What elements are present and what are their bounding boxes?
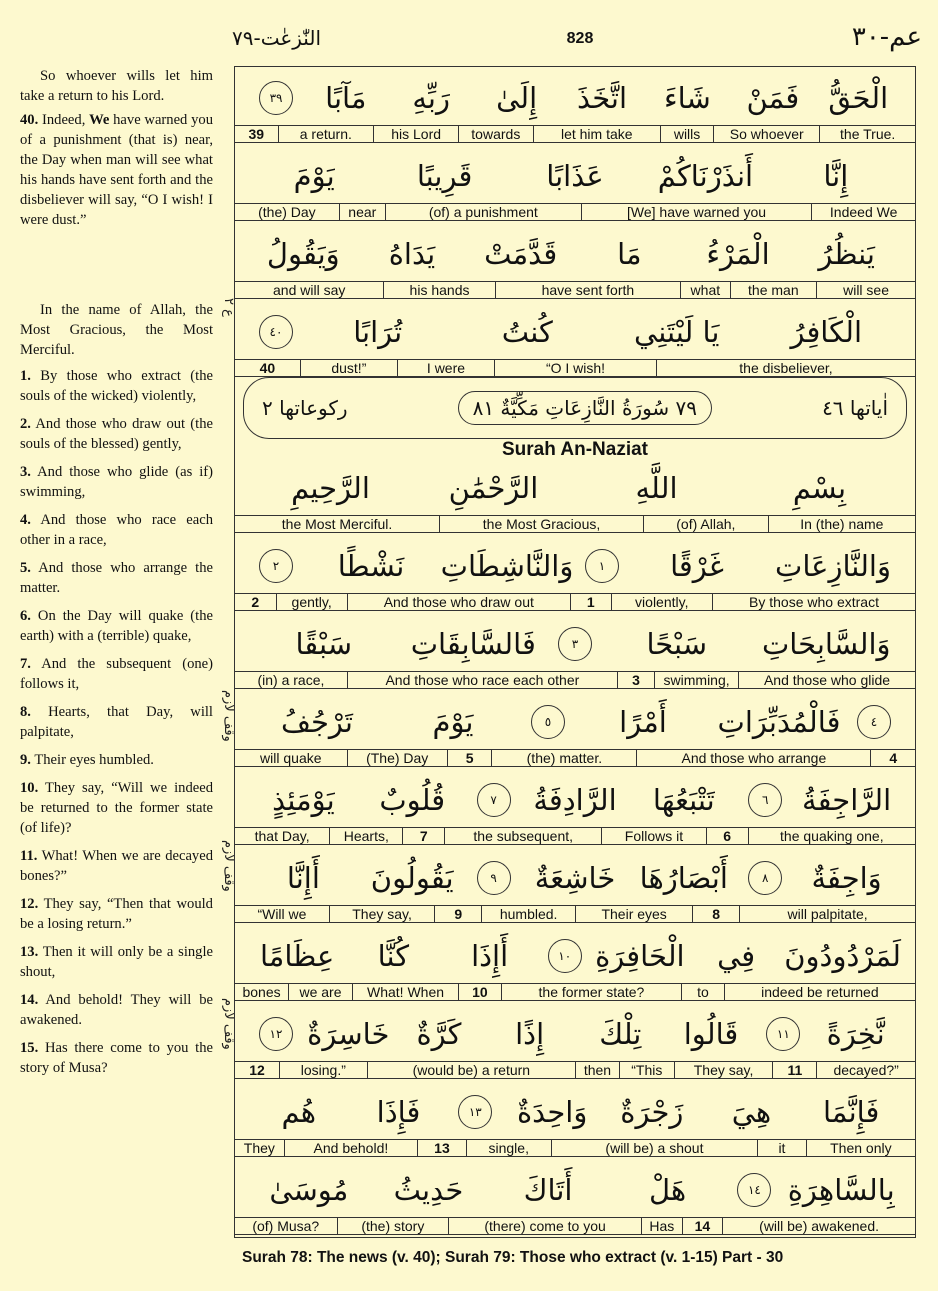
arabic-word: يَوْمَ <box>293 159 335 193</box>
verse-number-cell: 2 <box>251 594 260 610</box>
english-word: to <box>681 984 724 1000</box>
ayah-marker: ٨ <box>748 861 782 895</box>
arabic-word: اللَّهِ <box>635 471 678 505</box>
arabic-word: الرَّادِفَةُ <box>533 783 617 817</box>
arabic-word: فِي <box>717 939 756 973</box>
english-row <box>235 1061 915 1079</box>
english-word: And behold! <box>284 1140 418 1156</box>
arabic-word: نَّخِرَةً <box>826 1017 885 1051</box>
arabic-word: بِسْمِ <box>792 471 847 505</box>
english-row <box>235 671 915 689</box>
english-word: And those who arrange <box>636 750 870 766</box>
verse-number: 13. <box>20 944 39 960</box>
verse-number-cell: 9 <box>434 906 481 922</box>
arabic-word: وَالنَّازِعَاتِ <box>775 549 891 583</box>
verse-number-cell: 7 <box>402 828 444 844</box>
translation-text: On the Day will quake (the earth) with a (terrible) quake, <box>20 608 213 644</box>
banner-ruku-count: رکوعاتها ٢ <box>262 396 348 420</box>
translation-text: And those who race each other in a race, <box>20 512 214 548</box>
english-word: Indeed We <box>811 204 915 220</box>
translation-text: In the name of Allah, the Most Gracious, the Most Merciful. <box>20 302 213 358</box>
english-word: [We] have warned you <box>581 204 812 220</box>
english-word: (will be) awakened. <box>722 1218 915 1234</box>
english-word: They say, <box>329 906 435 922</box>
verse-number-cell: 8 <box>692 906 739 922</box>
arabic-word: رَبِّهِ <box>412 81 450 115</box>
verse-number-cell: 4 <box>870 750 915 766</box>
translation-paragraph <box>20 414 213 454</box>
english-word: the subsequent, <box>444 828 601 844</box>
arabic-word: هَلْ <box>648 1173 687 1207</box>
arabic-row <box>235 149 915 203</box>
word-by-word-grid <box>234 66 916 1238</box>
arabic-word: فَإِذَا <box>376 1095 421 1129</box>
arabic-word: هِيَ <box>731 1095 772 1129</box>
translation-paragraph <box>20 1038 213 1078</box>
english-word: (of) a punishment <box>385 204 581 220</box>
translation-text: So whoever wills let him take a return to his Lord. <box>20 68 213 104</box>
verse-number: 8. <box>20 704 31 720</box>
english-word: the man <box>730 282 817 298</box>
arabic-word: وَيَقُولُ <box>266 237 340 271</box>
translation-text: And those who glide (as if) swimming, <box>20 464 213 500</box>
english-row <box>235 1139 915 1157</box>
arabic-word: وَاجِفَةٌ <box>811 861 882 895</box>
english-word: losing.” <box>279 1062 367 1078</box>
english-word: then <box>575 1062 619 1078</box>
arabic-word: عَذَابًا <box>546 159 604 193</box>
english-word: have sent forth <box>495 282 680 298</box>
english-word: And those who glide <box>738 672 915 688</box>
english-word: dust!” <box>300 360 397 376</box>
arabic-word: كَرَّةٌ <box>416 1017 462 1051</box>
arabic-row <box>235 773 915 827</box>
arabic-word: شَاءَ <box>664 81 711 115</box>
arabic-word: مَآبًا <box>325 81 367 115</box>
english-word: (of) Allah, <box>643 516 768 532</box>
arabic-word: لَمَرْدُودُونَ <box>784 939 901 973</box>
header-surah-arabic: النّٰزعٰت-٧٩ <box>232 26 321 50</box>
translation-paragraph <box>20 990 213 1030</box>
verse-number: 40. <box>20 112 39 128</box>
english-word: (the) story <box>337 1218 449 1234</box>
verse-number: 6. <box>20 608 31 624</box>
arabic-word: إِنَّا <box>823 159 849 193</box>
translation-text: Their eyes humbled. <box>34 752 154 768</box>
english-word: decayed?” <box>816 1062 915 1078</box>
verse-number-cell: 10 <box>458 984 501 1000</box>
verse-number-cell: 14 <box>682 1218 723 1234</box>
arabic-row <box>235 851 915 905</box>
arabic-word: خَاشِعَةٌ <box>534 861 616 895</box>
arabic-word: مُوسَىٰ <box>269 1173 349 1207</box>
arabic-word: يَوْمَ <box>432 705 474 739</box>
arabic-row <box>235 695 915 749</box>
translation-paragraph <box>20 894 213 934</box>
english-word: towards <box>458 126 532 142</box>
arabic-word: تِلْكَ <box>599 1017 642 1051</box>
english-row <box>235 827 915 845</box>
verse-number-cell: 12 <box>249 1062 265 1078</box>
english-row <box>235 593 915 611</box>
translation-text: Indeed, We have warned you of a punishment (that is) near, the Day when man will see what his hands have sent forth and the disbeliever will say, “O I wish! I were dust.” <box>20 112 213 228</box>
arabic-word: يَا لَيْتَنِي <box>634 315 720 349</box>
arabic-word: قُلُوبٌ <box>379 783 446 817</box>
translation-text: And the subsequent (one) follows it, <box>20 656 213 692</box>
english-row <box>235 203 915 221</box>
english-word: let him take <box>533 126 661 142</box>
arabic-row <box>235 929 915 983</box>
arabic-word: فَالْمُدَبِّرَاتِ <box>717 705 841 739</box>
translation-text: And behold! They will be awakened. <box>20 992 213 1028</box>
english-word: And those who draw out <box>347 594 570 610</box>
arabic-row <box>235 1007 915 1061</box>
arabic-word: تَرْجُفُ <box>280 705 354 739</box>
arabic-word: وَالنَّاشِطَاتِ <box>440 549 574 583</box>
english-word: I were <box>397 360 494 376</box>
english-word: the former state? <box>501 984 682 1000</box>
arabic-word: اتَّخَذَ <box>576 81 628 115</box>
arabic-word: يَوْمَئِذٍ <box>272 783 335 817</box>
ayah-marker: ١٢ <box>259 1017 293 1051</box>
translation-text: By those who extract (the souls of the wicked) violently, <box>20 368 213 404</box>
translation-paragraph <box>20 66 213 106</box>
translation-paragraph <box>20 654 213 694</box>
verse-number: 2. <box>20 416 31 432</box>
arabic-word: أَنذَرْنَاكُمْ <box>657 159 754 193</box>
english-word: (will be) a shout <box>551 1140 757 1156</box>
english-word: gently, <box>276 594 347 610</box>
verse-number: 15. <box>20 1040 39 1056</box>
verse-number-cell: 11 <box>772 1062 816 1078</box>
ruku-mark: ع ٢ <box>221 298 236 317</box>
verse-number: 3. <box>20 464 31 480</box>
english-word: will palpitate, <box>739 906 915 922</box>
english-word: will quake <box>260 750 322 766</box>
translation-paragraph <box>20 846 213 886</box>
arabic-word: أَتَاكَ <box>523 1173 573 1207</box>
arabic-row <box>235 227 915 281</box>
arabic-word: وَالسَّابِحَاتِ <box>761 627 891 661</box>
arabic-word: حَدِيثُ <box>393 1173 464 1207</box>
arabic-word: خَاسِرَةٌ <box>307 1017 390 1051</box>
english-word: By those who extract <box>712 594 915 610</box>
verse-number-cell: 40 <box>259 360 276 376</box>
arabic-row <box>235 305 915 359</box>
english-word: (of) Musa? <box>252 1218 320 1234</box>
english-word: will see <box>816 282 915 298</box>
ayah-marker: ٣ <box>558 627 592 661</box>
english-word: and will say <box>273 282 346 298</box>
arabic-word: زَجْرَةٌ <box>620 1095 684 1129</box>
translation-text: They say, “Will we indeed be returned to the former state (of life)? <box>20 780 213 836</box>
english-word: the Most Merciful. <box>281 516 393 532</box>
english-word: we are <box>288 984 352 1000</box>
arabic-word: إِلَىٰ <box>496 81 538 115</box>
arabic-word: فَمَنْ <box>746 81 800 115</box>
arabic-row <box>235 71 915 125</box>
verse-number: 14. <box>20 992 39 1008</box>
translation-paragraph <box>20 462 213 502</box>
verse-number: 1. <box>20 368 31 384</box>
arabic-word: قَالُوا <box>683 1017 739 1051</box>
arabic-row <box>235 1163 915 1217</box>
arabic-word: فَإِنَّمَا <box>822 1095 880 1129</box>
english-word: near <box>339 204 385 220</box>
english-row <box>235 905 915 923</box>
ayah-marker: ٧ <box>477 783 511 817</box>
arabic-word: يَقُولُونَ <box>370 861 454 895</box>
ayah-marker: ٩ <box>477 861 511 895</box>
english-word: “This <box>619 1062 674 1078</box>
translation-paragraph <box>20 942 213 982</box>
arabic-word: أَإِذَا <box>471 939 509 973</box>
arabic-row <box>235 617 915 671</box>
verse-number: 12. <box>20 896 39 912</box>
arabic-word: الْحَافِرَةِ <box>595 939 685 973</box>
english-word: So whoever <box>713 126 819 142</box>
banner-surah-name: ٧٩ سُورَةُ النَّازِعَاتِ مَكِّيَّةٌ ٨١ <box>458 391 712 425</box>
arabic-word: فَالسَّابِقَاتِ <box>410 627 536 661</box>
english-word: indeed be returned <box>724 984 915 1000</box>
ayah-marker: ١ <box>585 549 619 583</box>
arabic-word: غَرْقًا <box>670 549 724 583</box>
translation-paragraph <box>20 510 213 550</box>
arabic-word: الرَّاجِفَةُ <box>802 783 892 817</box>
ayah-marker: ٥ <box>531 705 565 739</box>
translation-paragraph <box>20 558 213 598</box>
verse-number: 11. <box>20 848 38 864</box>
english-word: a return. <box>278 126 374 142</box>
ayah-marker: ١١ <box>766 1017 800 1051</box>
english-word: bones <box>242 984 281 1000</box>
translation-paragraph <box>20 606 213 646</box>
english-word: that Day, <box>254 828 310 844</box>
english-word: wills <box>660 126 713 142</box>
arabic-word: إِذًا <box>515 1017 545 1051</box>
english-word: And those who race each other <box>347 672 617 688</box>
ayah-marker: ٤ <box>857 705 891 739</box>
english-word: (there) come to you <box>448 1218 641 1234</box>
english-word: swimming, <box>654 672 738 688</box>
arabic-word: قَرِيبًا <box>416 159 473 193</box>
banner-ayat-count: اٰياتها ٤٦ <box>822 396 888 420</box>
translation-paragraph <box>20 366 213 406</box>
ayah-marker: ١٠ <box>548 939 582 973</box>
arabic-word: الْمَرْءُ <box>706 237 770 271</box>
arabic-word: سَبْحًا <box>646 627 708 661</box>
english-word: Their eyes <box>575 906 692 922</box>
arabic-word: الْكَافِرُ <box>790 315 863 349</box>
arabic-word: الرَّحْمَٰنِ <box>448 471 539 505</box>
arabic-word: أَبْصَارُهَا <box>639 861 728 895</box>
english-word: the disbeliever, <box>656 360 915 376</box>
translation-paragraph <box>20 702 213 742</box>
english-word: humbled. <box>481 906 575 922</box>
verse-number-cell: 5 <box>447 750 492 766</box>
english-word: the True. <box>819 126 915 142</box>
verse-number-cell: 39 <box>248 126 265 142</box>
english-row <box>235 1217 915 1235</box>
arabic-word: نَشْطًا <box>337 549 405 583</box>
arabic-row <box>235 539 915 593</box>
ayah-marker: ٢ <box>259 549 293 583</box>
arabic-word: الْحَقُّ <box>828 81 889 115</box>
english-word: the Most Gracious, <box>439 516 643 532</box>
verse-number: 4. <box>20 512 31 528</box>
english-word: (would be) a return <box>367 1062 575 1078</box>
translation-text: Then it will only be a single shout, <box>20 944 214 980</box>
ayah-marker: ٦ <box>748 783 782 817</box>
translation-paragraph <box>20 300 213 360</box>
english-word: his Lord <box>373 126 458 142</box>
arabic-word: سَبْقًا <box>295 627 353 661</box>
arabic-word: مَا <box>617 237 642 271</box>
english-row <box>235 281 915 299</box>
arabic-word: بِالسَّاهِرَةِ <box>787 1173 895 1207</box>
english-word: (in) a race, <box>257 672 325 688</box>
arabic-word: قَدَّمَتْ <box>484 237 558 271</box>
english-word: What! When <box>352 984 458 1000</box>
arabic-word: يَنظُرُ <box>818 237 875 271</box>
english-word: single, <box>466 1140 551 1156</box>
english-row <box>235 983 915 1001</box>
english-row <box>235 515 915 533</box>
arabic-word: كُنَّا <box>377 939 410 973</box>
english-word: (the) matter. <box>491 750 636 766</box>
surah-banner <box>243 377 907 439</box>
english-word: “Will we <box>257 906 307 922</box>
translation-text: And those who draw out (the souls of the blessed) gently, <box>20 416 213 452</box>
english-row <box>235 125 915 143</box>
english-word: They say, <box>674 1062 773 1078</box>
ayah-marker: ١٤ <box>737 1173 771 1207</box>
english-word: it <box>757 1140 806 1156</box>
arabic-row <box>235 1085 915 1139</box>
english-word: his hands <box>383 282 494 298</box>
waqf-mark: وقف لازم <box>221 690 236 742</box>
verse-number-cell: 13 <box>417 1140 466 1156</box>
translation-paragraph <box>20 778 213 838</box>
arabic-word: عِظَامًا <box>259 939 335 973</box>
english-word: the quaking one, <box>748 828 915 844</box>
translation-text: What! When we are decayed bones?” <box>20 848 213 884</box>
english-word: (The) Day <box>347 750 447 766</box>
ayah-marker: ٤٠ <box>259 315 293 349</box>
arabic-word: أَمْرًا <box>619 705 667 739</box>
verse-number: 7. <box>20 656 31 672</box>
translation-text: And those who arrange the matter. <box>20 560 213 596</box>
translation-text: Hearts, that Day, will palpitate, <box>20 704 213 740</box>
arabic-row <box>235 461 915 515</box>
verse-number-cell: 3 <box>617 672 654 688</box>
translation-paragraph <box>20 750 213 770</box>
page-footer: Surah 78: The news (v. 40); Surah 79: Those who extract (v. 1-15) Part - 30 <box>242 1249 784 1266</box>
verse-number-cell: 6 <box>706 828 748 844</box>
english-word: Has <box>641 1218 682 1234</box>
arabic-word: تَتْبَعُهَا <box>652 783 715 817</box>
arabic-word: يَدَاهُ <box>388 237 436 271</box>
surah-title: Surah An-Naziat <box>501 439 649 460</box>
waqf-mark: وقف لازم <box>221 840 236 892</box>
english-row <box>235 749 915 767</box>
translation-paragraph <box>20 110 213 230</box>
english-word: They <box>243 1140 275 1156</box>
english-word: Follows it <box>601 828 706 844</box>
ayah-marker: ٣٩ <box>259 81 293 115</box>
verse-number: 5. <box>20 560 31 576</box>
arabic-word: أَإِنَّا <box>286 861 320 895</box>
page-number: 828 <box>566 30 594 47</box>
verse-number-cell: 1 <box>570 594 611 610</box>
arabic-word: هُم <box>281 1095 317 1129</box>
english-word: Hearts, <box>329 828 402 844</box>
verse-number: 10. <box>20 780 39 796</box>
translation-column <box>20 66 213 1078</box>
waqf-mark: وقف لازم <box>221 998 236 1050</box>
header-juz-arabic: عم-٣٠ <box>851 22 922 52</box>
translation-text: Has there come to you the story of Musa? <box>20 1040 213 1076</box>
arabic-word: تُرَابًا <box>353 315 403 349</box>
translation-text: They say, “Then that would be a losing return.” <box>20 896 213 932</box>
verse-number: 9. <box>20 752 31 768</box>
english-word: Then only <box>806 1140 915 1156</box>
english-word: In (the) name <box>768 516 915 532</box>
english-word: “O I wish! <box>494 360 656 376</box>
ayah-marker: ١٣ <box>458 1095 492 1129</box>
arabic-word: وَاحِدَةٌ <box>516 1095 588 1129</box>
arabic-word: الرَّحِيمِ <box>291 471 370 505</box>
english-row <box>235 359 915 377</box>
english-word: what <box>680 282 729 298</box>
arabic-word: كُنتُ <box>501 315 553 349</box>
english-word: violently, <box>611 594 712 610</box>
english-word: (the) Day <box>258 204 316 220</box>
